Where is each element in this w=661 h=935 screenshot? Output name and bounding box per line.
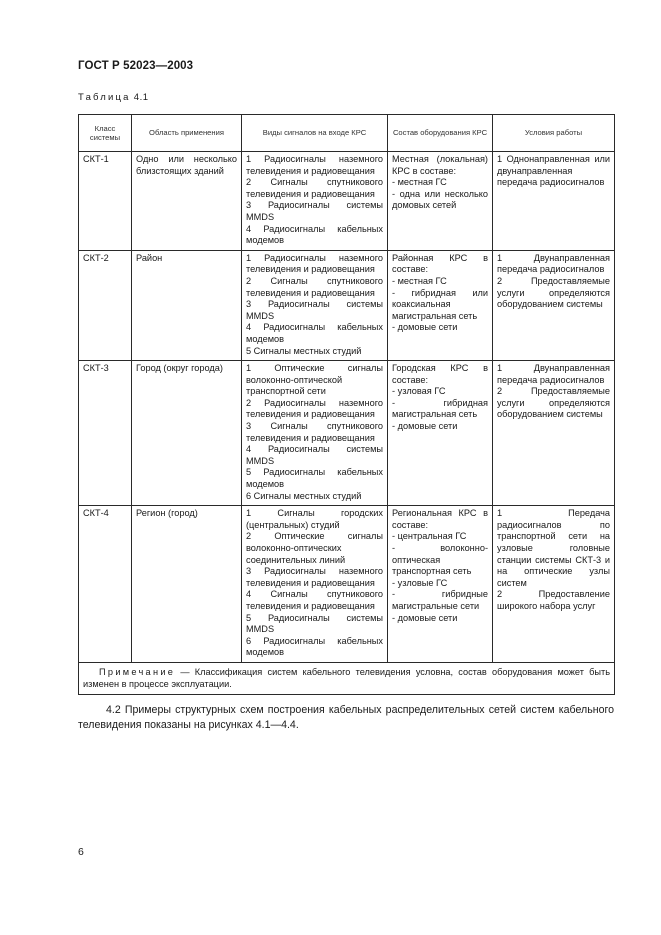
- table-note: [79, 662, 615, 694]
- cell-signals-line: 4 Радиосигналы системы MMDS: [246, 444, 383, 466]
- column-header-signals: Виды сигналов на входе КРС: [242, 115, 388, 152]
- table-row: [79, 250, 615, 360]
- table-row: [79, 506, 615, 663]
- cell-signals-line: 3 Радиосигналы наземного телевидения и радиовещания: [246, 566, 383, 588]
- cell-equipment-line: - гибридная или коаксиальная магистральная сеть: [392, 287, 488, 321]
- cell-signals-line: 5 Радиосигналы кабельных модемов: [246, 467, 383, 490]
- cell-conditions-line: 1 Однонаправленная или двунаправленная передача радиосигналов: [497, 154, 610, 188]
- cell-equipment-line: - домовые сети: [392, 322, 458, 333]
- cell-equipment-line: - гибридные магистральные сети: [392, 589, 488, 611]
- cell-signals-line: 2 Оптические сигналы волоконно-оптических соединительных линий: [246, 531, 383, 565]
- cell-equipment-line: - волоконно-оптическая транспортная сеть: [392, 543, 488, 577]
- table-header-row: [79, 115, 615, 152]
- note-text: — Классификация систем кабельного телевидения условна, состав оборудования может быть изменен в процессе эксплуатации.: [83, 666, 610, 690]
- cell-signals: [242, 152, 388, 251]
- cell-equipment-line: - местная ГС: [392, 275, 447, 286]
- cell-signals-line: 4 Радиосигналы кабельных модемов: [246, 322, 383, 344]
- cell-equipment-line: - узловая ГС: [392, 386, 446, 397]
- cell-signals-line: 1 Радиосигналы наземного телевидения и радиовещания: [246, 154, 383, 176]
- column-header-class: Класс системы: [79, 115, 132, 152]
- cell-equipment-line: - домовые сети: [392, 612, 458, 623]
- cell-signals-line: 3 Сигналы спутникового телевидения и радиовещания: [246, 421, 383, 443]
- cell-signals-line: 2 Сигналы спутникового телевидения и радиовещания: [246, 177, 383, 199]
- cell-conditions-line: 2 Предоставляемые услуги определяются оборудованием системы: [497, 275, 610, 310]
- column-header-area: Область применения: [132, 115, 242, 152]
- cell-signals-line: 3 Радиосигналы системы MMDS: [246, 299, 383, 321]
- page-number: 6: [78, 846, 84, 858]
- cell-class: СКТ-4: [79, 506, 132, 663]
- column-header-equipment: Состав оборудования КРС: [388, 115, 493, 152]
- cell-equipment-line: Региональная КРС в составе:: [392, 508, 488, 530]
- cell-conditions: [493, 506, 615, 663]
- cell-signals-line: 1 Сигналы городских (центральных) студий: [246, 508, 383, 530]
- cell-signals-line: 1 Радиосигналы наземного телевидения и радиовещания: [246, 252, 383, 275]
- column-header-conditions: Условия работы: [493, 115, 615, 152]
- cell-class: СКТ-1: [79, 152, 132, 251]
- cell-signals-line: 2 Сигналы спутникового телевидения и радиовещания: [246, 275, 383, 298]
- cell-signals-line: 6 Радиосигналы кабельных модемов: [246, 635, 383, 658]
- cell-conditions-line: 2 Предоставление широкого набора услуг: [497, 589, 610, 611]
- cell-conditions-line: 1 Двунаправленная передача радиосигналов: [497, 363, 610, 385]
- cell-conditions-line: 1 Передача радиосигналов по транспортной сети на узловые головные станции системы СКТ-3 и на оптические узлы систем: [497, 508, 610, 588]
- cell-class: СКТ-3: [79, 361, 132, 506]
- cell-signals-line: 5 Сигналы местных студий: [246, 345, 362, 356]
- classification-table: [78, 114, 615, 695]
- cell-class: СКТ-2: [79, 250, 132, 360]
- cell-equipment-line: Районная КРС в составе:: [392, 252, 488, 275]
- cell-signals-line: 1 Оптические сигналы волоконно-оптической транспортной сети: [246, 363, 383, 397]
- cell-equipment-line: - домовые сети: [392, 421, 458, 432]
- cell-area: Регион (город): [132, 506, 242, 663]
- cell-conditions: [493, 152, 615, 251]
- cell-signals-line: 4 Радиосигналы кабельных модемов: [246, 223, 383, 246]
- cell-conditions: [493, 250, 615, 360]
- cell-area: Город (округ города): [132, 361, 242, 506]
- table-row: [79, 152, 615, 251]
- cell-equipment-line: - центральная ГС: [392, 531, 467, 542]
- table-note-row: [79, 662, 615, 694]
- cell-signals: [242, 250, 388, 360]
- cell-area: Одно или несколько близстоящих зданий: [132, 152, 242, 251]
- cell-equipment-line: - одна или несколько домовых сетей: [392, 188, 488, 211]
- cell-signals-line: 6 Сигналы местных студий: [246, 490, 362, 501]
- cell-equipment: [388, 152, 493, 251]
- table-caption-word: Таблица: [78, 92, 131, 103]
- table-caption: [78, 92, 149, 103]
- cell-equipment-line: Местная (локальная) КРС в составе:: [392, 154, 488, 176]
- cell-equipment-line: - гибридная магистральная сеть: [392, 397, 488, 420]
- cell-signals-line: 2 Радиосигналы наземного телевидения и радиовещания: [246, 397, 383, 420]
- cell-equipment-line: Городская КРС в составе:: [392, 363, 488, 385]
- cell-equipment: [388, 250, 493, 360]
- cell-signals-line: 4 Сигналы спутникового телевидения и радиовещания: [246, 589, 383, 611]
- cell-conditions-line: 1 Двунаправленная передача радиосигналов: [497, 252, 610, 275]
- cell-equipment-line: - местная ГС: [392, 177, 447, 188]
- cell-equipment-line: - узловые ГС: [392, 577, 448, 588]
- cell-conditions: [493, 361, 615, 506]
- table-row: [79, 361, 615, 506]
- cell-conditions-line: 2 Предоставляемые услуги определяются оборудованием системы: [497, 386, 610, 420]
- cell-signals-line: 5 Радиосигналы системы MMDS: [246, 612, 383, 635]
- cell-area: Район: [132, 250, 242, 360]
- table-caption-number: 4.1: [133, 92, 149, 103]
- body-paragraph: 4.2 Примеры структурных схем построения кабельных распределительных сетей систем кабельного телевидения показаны на рисунках 4.1—4.4.: [78, 704, 614, 731]
- note-label: Примечание: [99, 666, 176, 677]
- document-header: ГОСТ Р 52023—2003: [78, 60, 194, 72]
- cell-equipment: [388, 361, 493, 506]
- cell-equipment: [388, 506, 493, 663]
- cell-signals: [242, 506, 388, 663]
- cell-signals-line: 3 Радиосигналы системы MMDS: [246, 200, 383, 222]
- cell-signals: [242, 361, 388, 506]
